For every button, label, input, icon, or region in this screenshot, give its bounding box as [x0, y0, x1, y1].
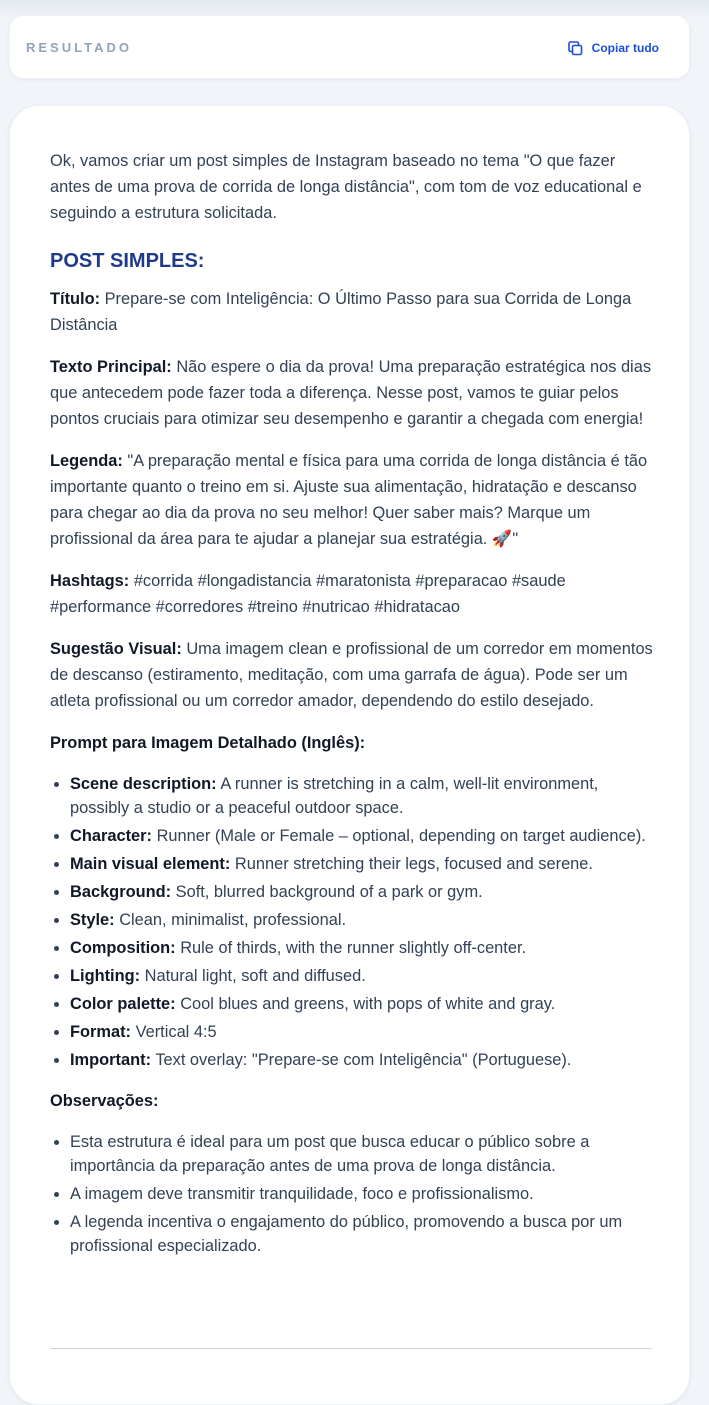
- result-title: RESULTADO: [26, 40, 132, 55]
- prompt-heading: [50, 730, 654, 756]
- sugestao-paragraph: [50, 636, 654, 714]
- list-item-label: Important:: [70, 1051, 152, 1069]
- intro-paragraph: Ok, vamos criar um post simples de Instagram baseado no tema "O que fazer antes de uma prova de corrida de longa distância", com tom de voz educational e seguindo a estrutura solicitada.: [50, 152, 642, 222]
- list-item: • Esta estrutura é ideal para um post que busca educar o público sobre a importância da preparação antes de uma prova de longa distância.: [70, 1130, 654, 1178]
- list-item-text: Cool blues and greens, with pops of white and gray.: [180, 995, 556, 1013]
- list-item: [70, 992, 654, 1016]
- obs-heading: [50, 1088, 654, 1114]
- titulo-paragraph: [50, 286, 654, 338]
- titulo-text: Prepare-se com Inteligência: O Último Passo para sua Corrida de Longa Distância: [50, 290, 632, 334]
- list-item: [70, 852, 654, 876]
- obs-heading-text: Observações:: [50, 1092, 159, 1110]
- result-content: [50, 148, 654, 1274]
- list-item-label: Style:: [70, 911, 115, 929]
- list-item: [70, 1048, 654, 1072]
- list-item-label: Background:: [70, 883, 172, 901]
- list-item: [70, 880, 654, 904]
- list-item: [70, 936, 654, 960]
- sugestao-text: Uma imagem clean e profissional de um corredor em momentos de descanso (estiramento, meditação, com uma garrafa de água). Pode ser um atleta profissional ou um corredor amador, dependendo do estilo desejado.: [50, 640, 653, 710]
- list-item-label: Character:: [70, 827, 152, 845]
- list-item-label: Color palette:: [70, 995, 176, 1013]
- divider: [50, 1348, 652, 1349]
- hashtags-paragraph: [50, 568, 654, 620]
- result-header: [9, 15, 690, 79]
- list-item-text: Rule of thirds, with the runner slightly off-center.: [180, 939, 527, 957]
- list-item-text: Runner (Male or Female – optional, depending on target audience).: [156, 827, 646, 845]
- prompt-list: [70, 772, 654, 1072]
- list-item: [70, 1020, 654, 1044]
- texto-principal-paragraph: [50, 354, 654, 432]
- titulo-label: Título:: [50, 290, 101, 308]
- list-item: [70, 908, 654, 932]
- hashtags-text: #corrida #longadistancia #maratonista #preparacao #saude #performance #corredores #treino #nutricao #hidratacao: [50, 572, 566, 616]
- list-item-label: Lighting:: [70, 967, 141, 985]
- list-item-text: A runner is stretching in a calm, well-lit environment, possibly a studio or a peaceful outdoor space.: [70, 775, 599, 817]
- section-title: POST SIMPLES:: [50, 250, 205, 272]
- list-item-text: Vertical 4:5: [135, 1023, 217, 1041]
- result-content-card: [9, 105, 690, 1405]
- list-item-text: Soft, blurred background of a park or gym.: [175, 883, 483, 901]
- list-item-label: Composition:: [70, 939, 176, 957]
- obs-list: [70, 1130, 654, 1258]
- copy-all-label: Copiar tudo: [591, 41, 659, 55]
- prompt-heading-text: Prompt para Imagem Detalhado (Inglês):: [50, 734, 366, 752]
- list-item-label: Scene description:: [70, 775, 217, 793]
- list-item: [70, 824, 654, 848]
- legenda-label: Legenda:: [50, 452, 123, 470]
- list-item: [70, 964, 654, 988]
- list-item-text: Runner stretching their legs, focused and serene.: [234, 855, 593, 873]
- list-item: • A legenda incentiva o engajamento do público, promovendo a busca por um profissional especializado.: [70, 1210, 654, 1258]
- list-item-label: Format:: [70, 1023, 132, 1041]
- texto-principal-label: Texto Principal:: [50, 358, 172, 376]
- legenda-text: "A preparação mental e física para uma corrida de longa distância é tão importante quanto o treino em si. Ajuste sua alimentação, hidratação e descanso para chegar ao dia da prova no seu melhor! Quer saber mais? Marque um profissional da área para te ajudar a planejar sua estratégia. 🚀": [50, 452, 648, 548]
- list-item-text: Clean, minimalist, professional.: [119, 911, 347, 929]
- copy-all-button[interactable]: [567, 37, 659, 59]
- copy-icon: [567, 40, 584, 57]
- legenda-paragraph: [50, 448, 654, 552]
- list-item: • A imagem deve transmitir tranquilidade, foco e profissionalismo.: [70, 1182, 654, 1206]
- hashtags-label: Hashtags:: [50, 572, 130, 590]
- sugestao-label: Sugestão Visual:: [50, 640, 182, 658]
- list-item-label: Main visual element:: [70, 855, 231, 873]
- list-item-text: Natural light, soft and diffused.: [144, 967, 366, 985]
- texto-principal-text: Não espere o dia da prova! Uma preparação estratégica nos dias que antecedem pode fazer toda a diferença. Nesse post, vamos te guiar pelos pontos cruciais para otimizar seu desempenho e garantir a chegada com energia!: [50, 358, 652, 428]
- list-item: [70, 772, 654, 820]
- list-item-text: Text overlay: "Prepare-se com Inteligência" (Portuguese).: [155, 1051, 572, 1069]
